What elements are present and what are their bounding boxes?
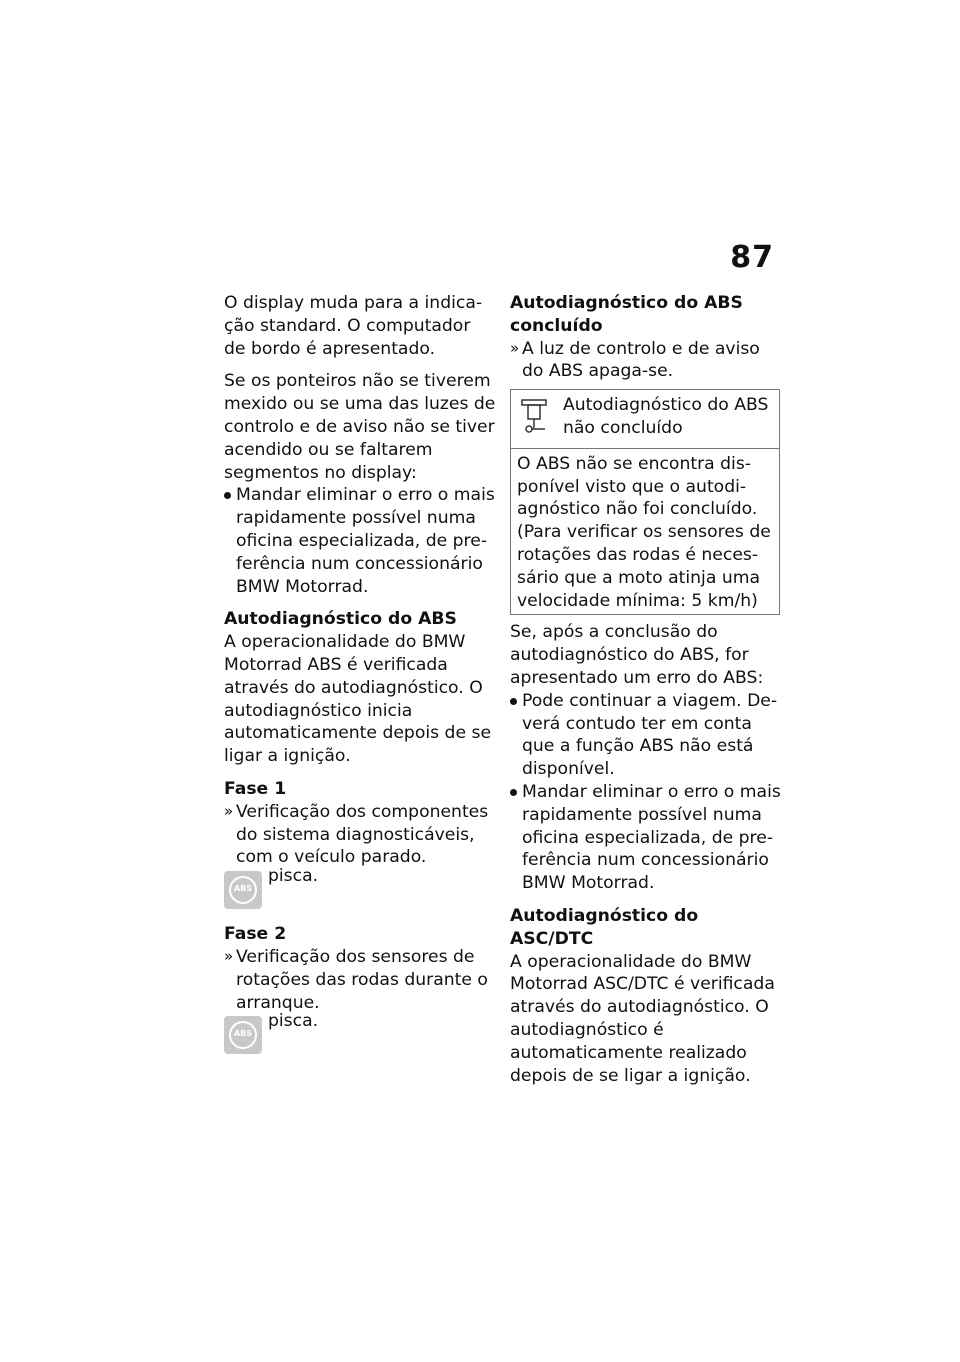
notice-box <box>510 389 780 615</box>
workshop-bullet: Mandar eliminar o erro o mais rapidamente possível numa oficina especializada, de preferência num concessionário BMW Motorrad. <box>510 781 782 895</box>
display-paragraph: O display muda para a indicação standard. O computador de bordo é apresentado. <box>224 293 483 359</box>
notice-header <box>511 390 779 449</box>
notice-body: O ABS não se encontra disponível visto que o autodiagnóstico não foi concluído. (Para verificar os sensores de rotações das rodas é necessário que a moto atinja uma velocidade mínima: 5 km/h) <box>517 453 771 611</box>
page-number: 87 <box>730 240 774 275</box>
asc-dtc-paragraph: A operacionalidade do BMW Motorrad ASC/DTC é verificada através do autodiagnóstico. O autodiagnóstico é automaticamente realizado depois de se ligar a ignição. <box>510 951 775 1086</box>
abs-complete-heading: Autodiagnóstico do ABS concluído <box>510 293 743 336</box>
abs-warning-icon: ABS <box>224 1016 262 1054</box>
phase2-icon-row <box>224 1011 496 1058</box>
workshop-bullet: Mandar eliminar o erro o mais rapidamente possível numa oficina especializada, de preferência num concessionário BMW Motorrad. <box>224 484 496 598</box>
asc-dtc-heading: Autodiagnóstico do ASC/DTC <box>510 905 699 949</box>
pointer-check-paragraph: Se os ponteiros não se tiverem mexido ou se uma das luzes de controlo e de aviso não se tiver acendido ou se faltarem segmentos no display: <box>224 371 496 483</box>
phase1-step: » Verificação dos componentes do sistema diagnosticáveis, com o veículo parado. <box>224 801 496 869</box>
phase2-step: » Verificação dos sensores de rotações das rodas durante o arranque. <box>224 946 496 1014</box>
workshop-tool-icon <box>521 398 547 434</box>
phase1-flashes-label: pisca. <box>268 866 319 887</box>
abs-selfdiagnosis-heading: Autodiagnóstico do ABS <box>224 609 457 630</box>
abs-light-off-step: » A luz de controlo e de aviso do ABS apaga-se. <box>510 338 782 384</box>
phase2-heading: Fase 2 <box>224 924 287 945</box>
notice-title: Autodiagnóstico do ABS não concluído <box>563 395 769 438</box>
right-column <box>510 292 782 1097</box>
abs-error-paragraph: Se, após a conclusão do autodiagnóstico do ABS, for apresentado um erro do ABS: <box>510 622 764 688</box>
phase2-flashes-label: pisca. <box>268 1011 319 1032</box>
continue-ride-bullet: Pode continuar a viagem. Deverá contudo ter em conta que a função ABS não está disponível. <box>510 690 782 781</box>
left-column <box>224 292 496 1068</box>
abs-warning-icon: ABS <box>224 871 262 909</box>
phase1-heading: Fase 1 <box>224 778 287 799</box>
phase1-icon-row <box>224 866 496 913</box>
abs-selfdiagnosis-paragraph: A operacionalidade do BMW Motorrad ABS é verificada através do autodiagnóstico. O autodiagnóstico inicia automaticamente depois de se ligar a ignição. <box>224 632 492 767</box>
